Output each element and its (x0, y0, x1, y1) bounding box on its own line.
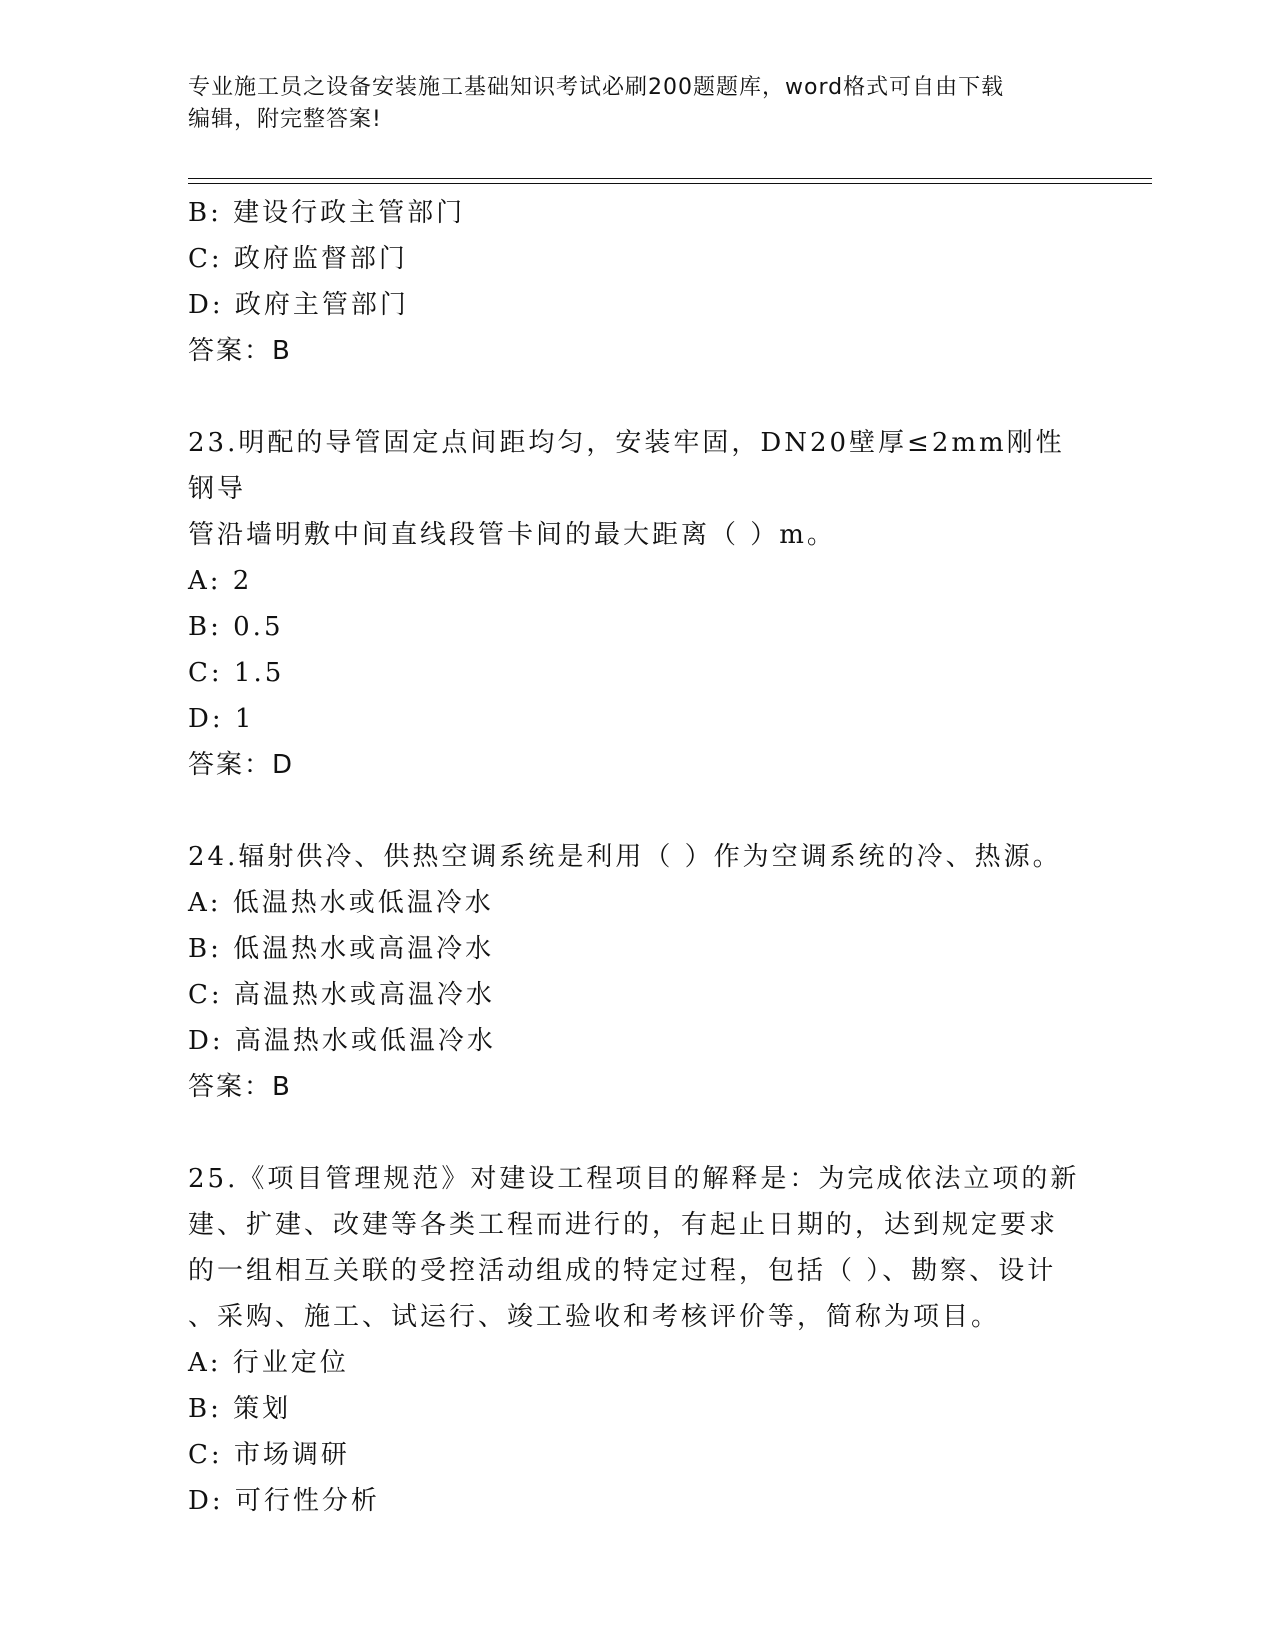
option-c: C: 高温热水或高温冷水 (188, 980, 495, 1010)
option-a: A: 行业定位 (188, 1348, 349, 1378)
option-c: C: 1.5 (188, 658, 285, 688)
option-b: B: 建设行政主管部门 (188, 198, 466, 228)
question-stem-line: 24.辐射供冷、供热空调系统是利用（ ）作为空调系统的冷、热源。 (188, 842, 1062, 872)
question-stem-line: 23.明配的导管固定点间距均匀，安装牢固，DN20壁厚≤2mm刚性钢导 (188, 428, 1065, 504)
spacer (188, 1110, 1088, 1156)
answer-line: 答案：D (188, 750, 295, 780)
option-d: D: 可行性分析 (188, 1486, 380, 1516)
option-c: C: 政府监督部门 (188, 244, 408, 274)
question-stem-line: 管沿墙明敷中间直线段管卡间的最大距离（ ）m。 (188, 520, 836, 550)
option-b: B: 策划 (188, 1394, 292, 1424)
option-d: D: 政府主管部门 (188, 290, 409, 320)
question-stem-line: 、采购、施工、试运行、竣工验收和考核评价等，简称为项目。 (188, 1302, 1001, 1332)
spacer (188, 374, 1088, 420)
option-d: D: 1 (188, 704, 255, 734)
question-stem-line: 的一组相互关联的受控活动组成的特定过程，包括（ ）、勘察、设计 (188, 1256, 1057, 1286)
question-stem-line: 25.《项目管理规范》对建设工程项目的解释是：为完成依法立项的新 (188, 1164, 1080, 1194)
question-22-continued (188, 190, 1088, 374)
answer-line: 答案：B (188, 1072, 292, 1102)
option-d: D: 高温热水或低温冷水 (188, 1026, 496, 1056)
header-rule-top (188, 178, 1152, 179)
option-a: A: 低温热水或低温冷水 (188, 888, 494, 918)
option-b: B: 0.5 (188, 612, 284, 642)
document-header (188, 72, 1068, 136)
question-stem-line: 建、扩建、改建等各类工程而进行的，有起止日期的，达到规定要求 (188, 1210, 1059, 1240)
option-b: B: 低温热水或高温冷水 (188, 934, 495, 964)
question-23 (188, 420, 1088, 788)
header-title-line-1: 专业施工员之设备安装施工基础知识考试必刷200题题库，word格式可自由下载 (188, 75, 1005, 100)
option-a: A: 2 (188, 566, 253, 596)
header-rule-bottom (188, 183, 1152, 184)
header-title-line-2: 编辑，附完整答案! (188, 107, 382, 132)
spacer (188, 788, 1088, 834)
option-c: C: 市场调研 (188, 1440, 350, 1470)
question-24 (188, 834, 1088, 1110)
question-25 (188, 1156, 1088, 1524)
answer-line: 答案：B (188, 336, 292, 366)
document-body (188, 190, 1088, 1524)
